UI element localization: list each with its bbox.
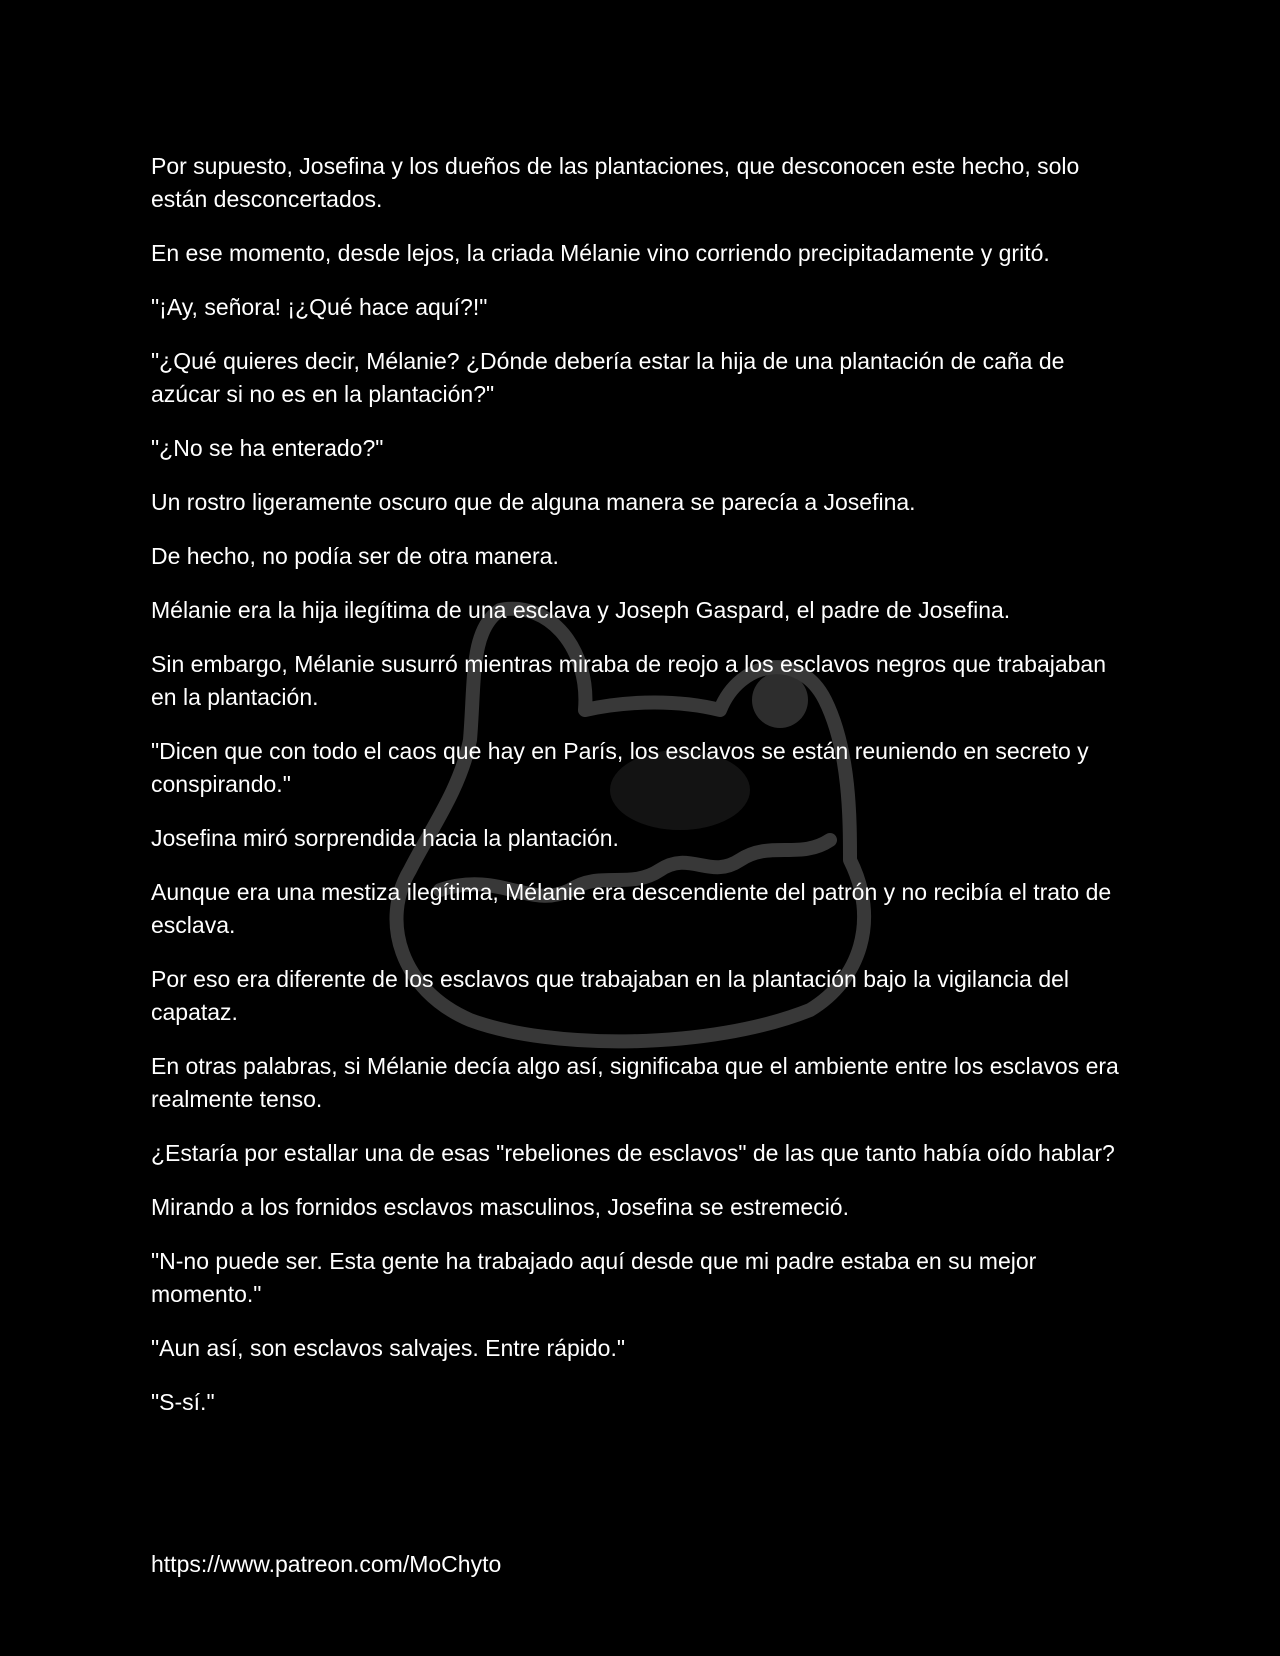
paragraph: Josefina miró sorprendida hacia la plantación. (151, 825, 619, 851)
paragraph: ¿Estaría por estallar una de esas "rebeliones de esclavos" de las que tanto había oído hablar? (151, 1140, 1115, 1166)
paragraph: Sin embargo, Mélanie susurró mientras miraba de reojo a los esclavos negros que trabajaban en la plantación. (151, 651, 1107, 710)
paragraph: "N-no puede ser. Esta gente ha trabajado aquí desde que mi padre estaba en su mejor momento." (151, 1248, 1037, 1307)
paragraph: En otras palabras, si Mélanie decía algo así, significaba que el ambiente entre los esclavos era realmente tenso. (151, 1053, 1119, 1112)
patreon-link[interactable]: https://www.patreon.com/MoChyto (151, 1551, 502, 1577)
paragraph: "¿No se ha enterado?" (151, 435, 384, 461)
paragraph: "¡Ay, señora! ¡¿Qué hace aquí?!" (151, 294, 488, 320)
paragraph: Por supuesto, Josefina y los dueños de las plantaciones, que desconocen este hecho, solo están desconcertados. (151, 153, 1080, 212)
paragraph: Por eso era diferente de los esclavos que trabajaban en la plantación bajo la vigilancia del capataz. (151, 966, 1070, 1025)
paragraph: "¿Qué quieres decir, Mélanie? ¿Dónde debería estar la hija de una plantación de caña de azúcar si no es en la plantación?" (151, 348, 1065, 407)
paragraph: Mélanie era la hija ilegítima de una esclava y Joseph Gaspard, el padre de Josefina. (151, 597, 1011, 623)
paragraph: "Aun así, son esclavos salvajes. Entre rápido." (151, 1335, 626, 1361)
paragraph: "S-sí." (151, 1389, 215, 1415)
paragraph: Un rostro ligeramente oscuro que de alguna manera se parecía a Josefina. (151, 489, 916, 515)
paragraph: En ese momento, desde lejos, la criada Mélanie vino corriendo precipitadamente y gritó. (151, 240, 1050, 266)
paragraph: Aunque era una mestiza ilegítima, Mélanie era descendiente del patrón y no recibía el trato de esclava. (151, 879, 1112, 938)
paragraph: "Dicen que con todo el caos que hay en París, los esclavos se están reuniendo en secreto y conspirando." (151, 738, 1089, 797)
document-body (151, 150, 1136, 1440)
paragraph: De hecho, no podía ser de otra manera. (151, 543, 559, 569)
paragraph: Mirando a los fornidos esclavos masculinos, Josefina se estremeció. (151, 1194, 849, 1220)
